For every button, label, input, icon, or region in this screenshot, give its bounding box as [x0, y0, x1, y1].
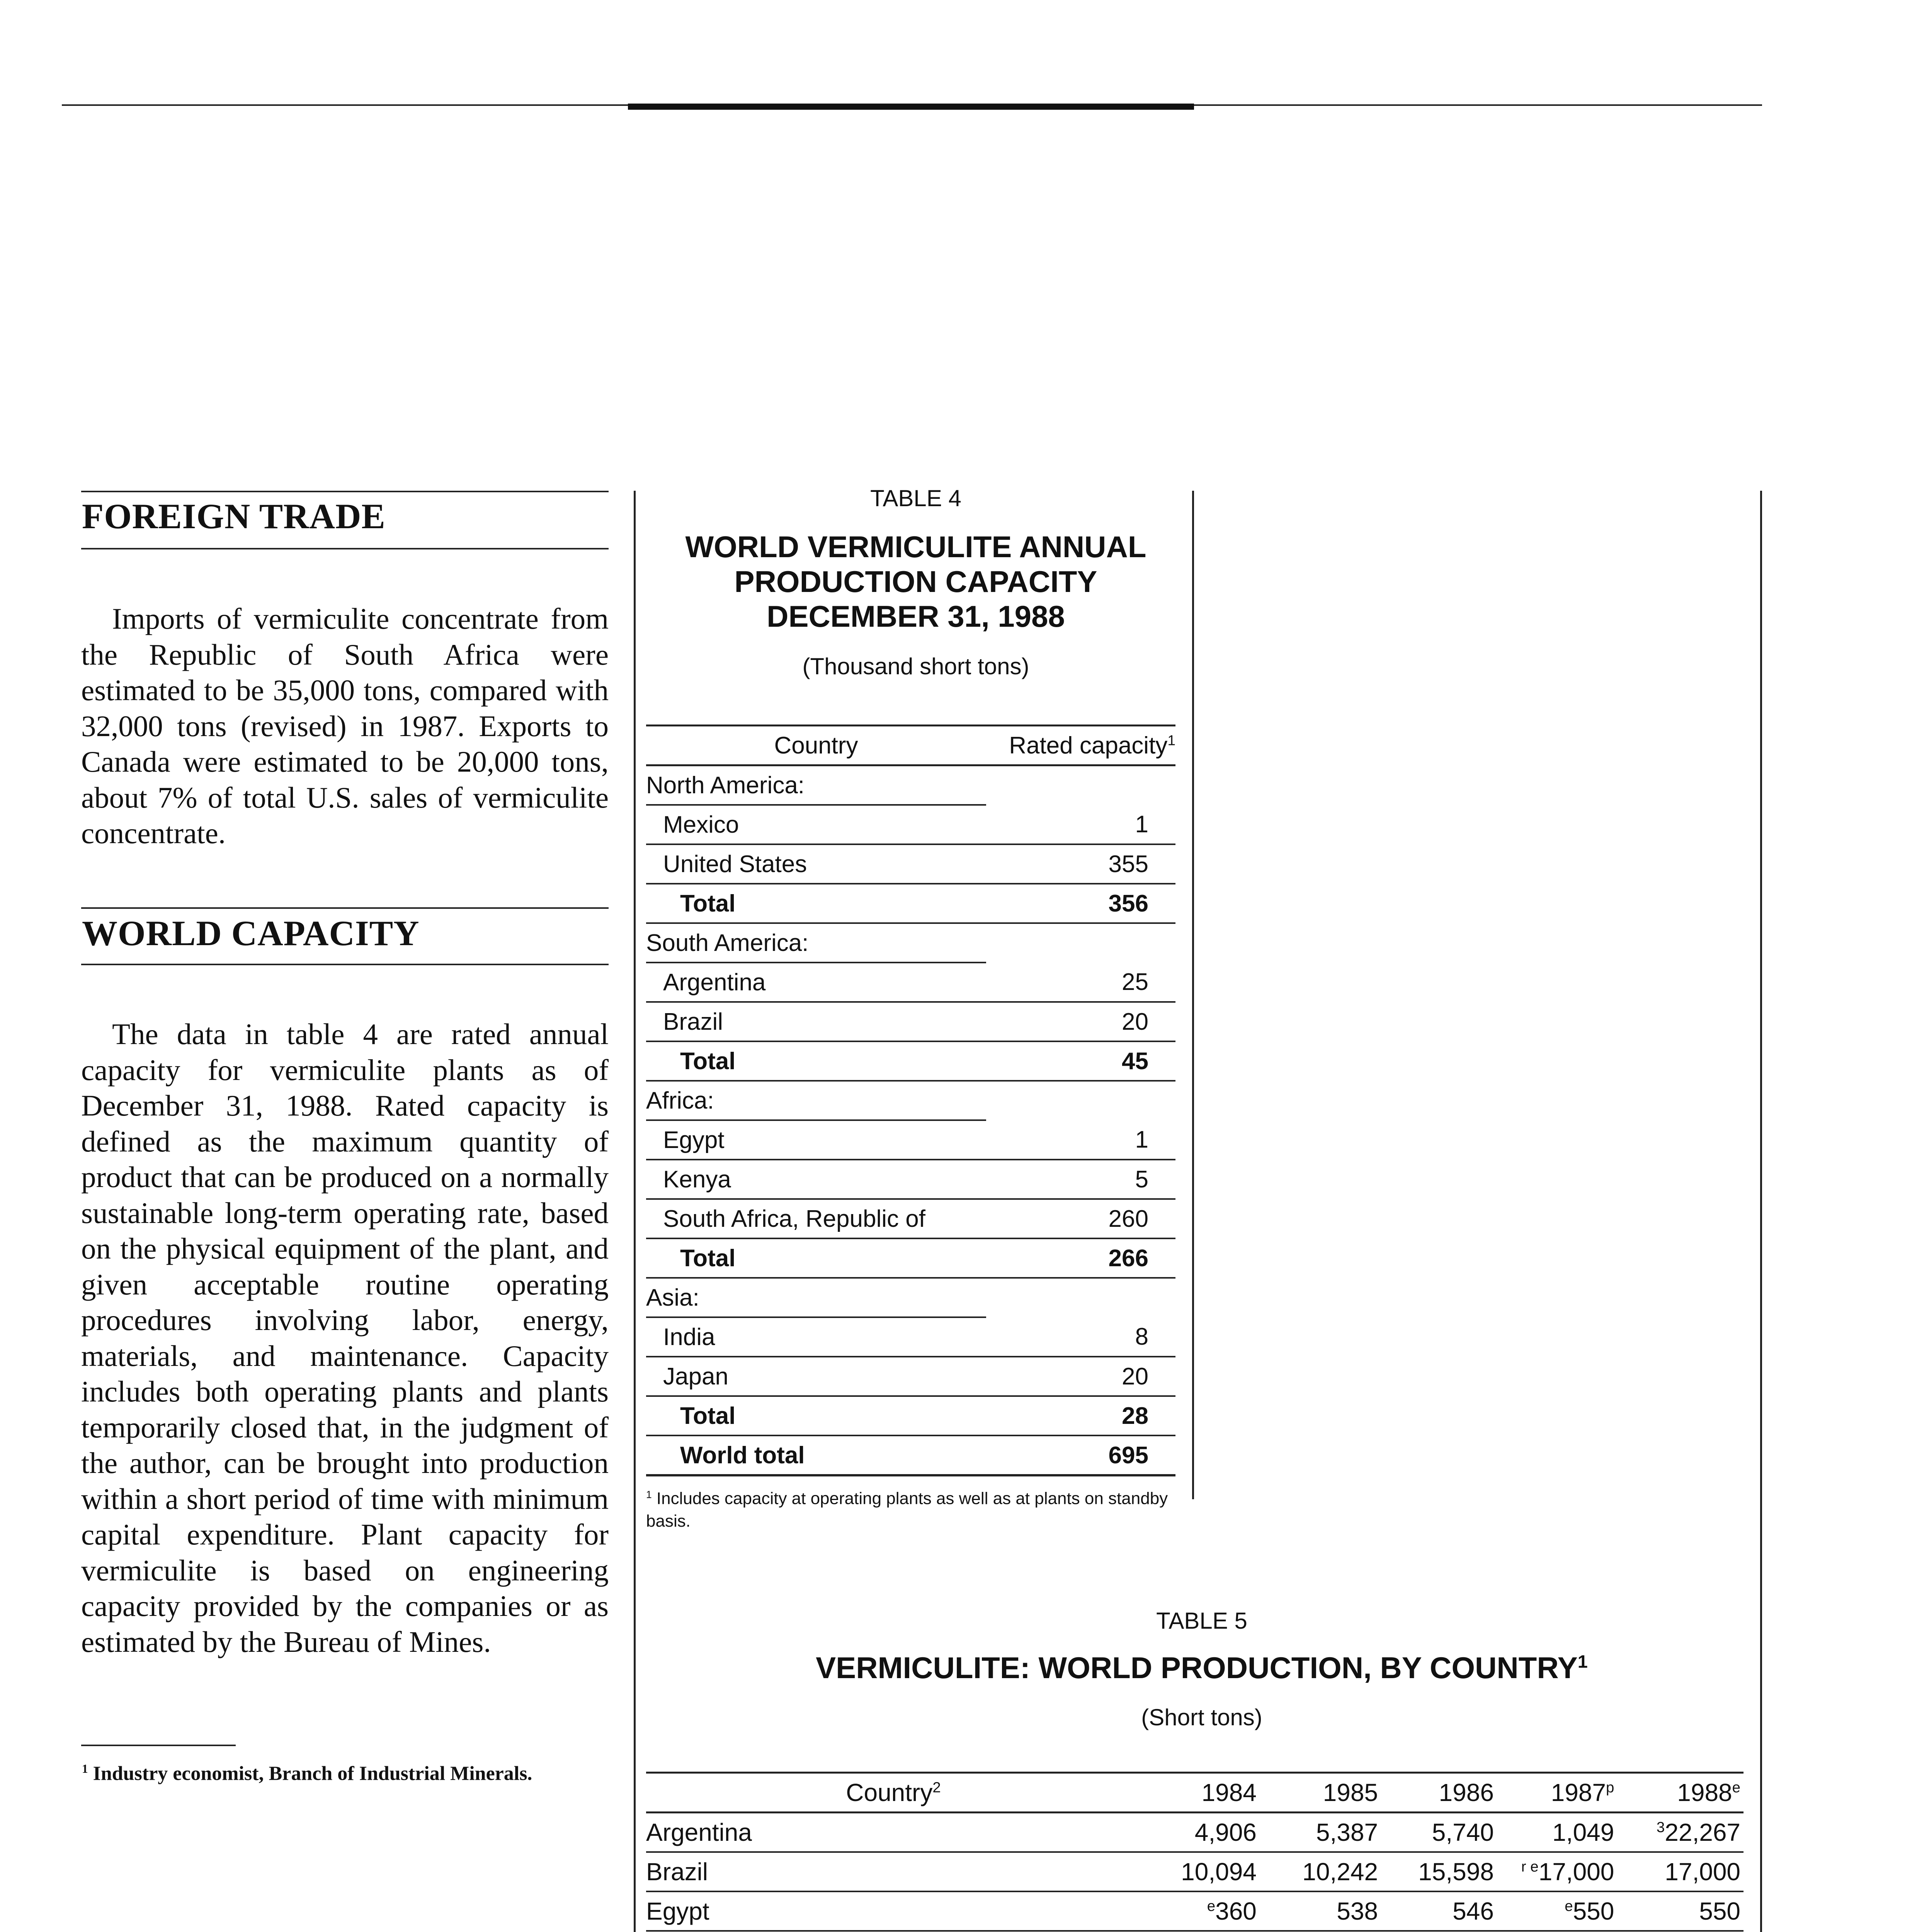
foreign-trade-top-rule — [81, 491, 609, 492]
table5-value-cell — [1497, 1852, 1617, 1891]
table4-row — [646, 1317, 1175, 1357]
table5-value: 10,094 — [1181, 1858, 1257, 1886]
world-capacity-heading: WORLD CAPACITY — [82, 913, 420, 953]
table5-country-cell — [646, 1852, 1144, 1891]
table5-value-cell — [1497, 1813, 1617, 1852]
table4-country-cell: Total — [680, 1402, 736, 1429]
table5-country-name: Argentina — [646, 1818, 752, 1846]
table4-value-cell: 1 — [1135, 811, 1148, 838]
table4-row — [646, 844, 1175, 884]
table4-country-cell: Total — [680, 890, 736, 917]
table5-value-mark: e — [1565, 1898, 1573, 1915]
table4-country-cell: Kenya — [663, 1166, 731, 1193]
table5-grid — [646, 1772, 1744, 1932]
table4-row — [646, 1396, 1175, 1435]
author-footnote-mark: 1 — [82, 1762, 88, 1776]
table5-value: 550 — [1699, 1897, 1740, 1925]
table4-country-cell: Brazil — [663, 1008, 723, 1035]
top-rule-heavy — [628, 104, 1194, 110]
table5-col-year-label: 1985 — [1323, 1779, 1378, 1806]
table5-value: 22,267 — [1665, 1818, 1740, 1846]
table5-label: TABLE 5 — [1156, 1608, 1247, 1634]
table4-country-cell: Total — [680, 1245, 736, 1272]
table5-country-cell — [646, 1891, 1144, 1931]
table4-row — [646, 963, 1175, 1002]
table4-row — [646, 1160, 1175, 1199]
page-right-rule — [1760, 491, 1762, 1932]
table5-col-year — [1260, 1773, 1381, 1813]
table4-footnote — [646, 1483, 1175, 1532]
table5-col-country-label: Country — [846, 1779, 933, 1806]
table5-value-cell — [1617, 1891, 1744, 1931]
table5-col-year-label: 1987 — [1551, 1779, 1606, 1806]
table5-col-year-label: 1986 — [1439, 1779, 1494, 1806]
table4-value-cell: 356 — [1108, 890, 1148, 917]
world-capacity-bottom-rule — [81, 964, 609, 965]
table5-col-year — [1144, 1773, 1260, 1813]
author-footnote-rule — [81, 1745, 236, 1746]
table5-value: 5,387 — [1316, 1818, 1378, 1846]
table4-country-cell: Argentina — [663, 969, 766, 996]
table5-value-cell — [1617, 1852, 1744, 1891]
table4-row — [646, 1199, 1175, 1238]
table4-row — [646, 1278, 1175, 1317]
table5-col-country-mark: 2 — [932, 1779, 941, 1796]
author-footnote — [82, 1762, 623, 1785]
table4-value-cell: 28 — [1122, 1402, 1148, 1429]
table5-value: 1,049 — [1552, 1818, 1614, 1846]
table5-value-cell — [1381, 1891, 1497, 1931]
table4-row — [646, 1435, 1175, 1475]
table5-value: 15,598 — [1418, 1858, 1494, 1886]
table5-row — [646, 1891, 1744, 1931]
table4-row — [646, 1041, 1175, 1081]
table5-value-cell — [1260, 1852, 1381, 1891]
table5-value-cell — [1381, 1852, 1497, 1891]
table5-value-cell — [1144, 1891, 1260, 1931]
table4-country-cell: South Africa, Republic of — [663, 1205, 925, 1232]
table4-value-cell: 20 — [1122, 1008, 1148, 1035]
table4-footnote-text: Includes capacity at operating plants as well as at plants on standby basis. — [646, 1489, 1168, 1531]
table5-col-country — [646, 1773, 1144, 1813]
table5-value: 546 — [1453, 1897, 1494, 1925]
table5-value-cell — [1260, 1813, 1381, 1852]
table5-value: 550 — [1573, 1897, 1614, 1925]
table5-country-name: Egypt — [646, 1897, 709, 1925]
table4-value-cell: 25 — [1122, 968, 1148, 995]
author-footnote-text: Industry economist, Branch of Industrial Minerals. — [93, 1762, 532, 1785]
table5 — [646, 1772, 1744, 1932]
table5-col-year-mark: p — [1606, 1779, 1614, 1796]
table4-value-cell — [986, 923, 1175, 963]
table4-value-cell: 45 — [1122, 1048, 1148, 1075]
table4-value-cell: 260 — [1108, 1205, 1148, 1232]
table4-row — [646, 765, 1175, 805]
table4-row — [646, 805, 1175, 844]
table4-country-cell: Asia: — [646, 1278, 986, 1317]
foreign-trade-heading: FOREIGN TRADE — [82, 497, 386, 536]
table5-value: 360 — [1215, 1897, 1257, 1925]
table4 — [646, 724, 1175, 1532]
table5-title-mark: 1 — [1577, 1651, 1588, 1672]
table4-country-cell: South America: — [646, 923, 986, 963]
table5-title-text: VERMICULITE: WORLD PRODUCTION, BY COUNTRY — [816, 1651, 1578, 1685]
table4-country-cell: Mexico — [663, 811, 739, 838]
table5-country-cell — [646, 1813, 1144, 1852]
table5-value-cell — [1144, 1813, 1260, 1852]
table4-country-cell: Egypt — [663, 1126, 725, 1153]
foreign-trade-body: Imports of vermiculite concentrate from the Republic of South Africa were estimated to be 35,000 tons, compared with 32,000 tons (revised) in 1987. Exports to Canada were estimated to be 20,000 tons, about 7% of total U.S. sales of vermiculite concentrate. — [81, 602, 609, 850]
table4-value-cell: 8 — [1135, 1323, 1148, 1350]
table4-title-line-1: WORLD VERMICULITE ANNUAL — [685, 530, 1146, 564]
table5-value-cell — [1260, 1891, 1381, 1931]
table4-country-cell: North America: — [646, 765, 986, 805]
table4-title — [645, 529, 1186, 634]
table4-header-row — [646, 726, 1175, 765]
table4-units: (Thousand short tons) — [802, 653, 1029, 679]
table4-col-country: Country — [774, 732, 858, 759]
table4-value-cell: 266 — [1108, 1245, 1148, 1272]
table5-value-cell — [1617, 1813, 1744, 1852]
table5-value-cell — [1144, 1852, 1260, 1891]
table5-value-mark: 3 — [1656, 1819, 1665, 1836]
table5-country-name: Brazil — [646, 1858, 708, 1886]
table5-col-year-label: 1984 — [1201, 1779, 1257, 1806]
table4-title-line-3: DECEMBER 31, 1988 — [767, 599, 1065, 633]
table5-units: (Short tons) — [1141, 1704, 1262, 1730]
table4-value-cell — [986, 1278, 1175, 1317]
table4-country-cell: Africa: — [646, 1081, 986, 1120]
table4-country-cell: Japan — [663, 1363, 728, 1390]
table4-row — [646, 923, 1175, 963]
table5-col-year-mark: e — [1732, 1779, 1740, 1796]
table5-col-year-label: 1988 — [1677, 1779, 1732, 1806]
table5-value-mark: e — [1207, 1898, 1216, 1915]
table4-country-cell: India — [663, 1323, 715, 1350]
table5-value-mark: r e — [1521, 1858, 1539, 1875]
foreign-trade-bottom-rule — [81, 548, 609, 549]
table4-value-cell — [986, 765, 1175, 805]
table4-footnote-mark: 1 — [646, 1489, 652, 1500]
table5-value: 17,000 — [1538, 1858, 1614, 1886]
table4-value-cell: 355 — [1108, 850, 1148, 878]
table4-value-cell: 695 — [1108, 1442, 1148, 1469]
table5-value: 10,242 — [1302, 1858, 1378, 1886]
column-divider-left — [634, 491, 636, 1932]
table4-label: TABLE 4 — [870, 485, 961, 511]
table5-title — [649, 1644, 1754, 1685]
table5-col-year — [1617, 1773, 1744, 1813]
table4-row — [646, 1238, 1175, 1278]
table4-country-cell: Total — [680, 1048, 736, 1075]
table4-row — [646, 1081, 1175, 1120]
table4-row — [646, 1120, 1175, 1160]
table5-row — [646, 1813, 1744, 1852]
table4-value-cell — [986, 1081, 1175, 1120]
table5-value: 4,906 — [1194, 1818, 1257, 1846]
world-capacity-top-rule — [81, 907, 609, 909]
table4-grid — [646, 724, 1175, 1476]
table4-country-cell: World total — [680, 1442, 805, 1469]
table4-title-line-2: PRODUCTION CAPACITY — [734, 565, 1097, 599]
table4-col-capacity: Rated capacity$^1$ — [1009, 731, 1175, 759]
table5-value: 538 — [1337, 1897, 1378, 1925]
table5-value: 17,000 — [1665, 1858, 1740, 1886]
table4-right-divider — [1192, 491, 1194, 1499]
table4-value-cell: 1 — [1135, 1126, 1148, 1153]
table5-value-cell — [1381, 1813, 1497, 1852]
table5-col-year — [1381, 1773, 1497, 1813]
table5-col-year — [1497, 1773, 1617, 1813]
table4-country-cell: United States — [663, 850, 807, 878]
table5-row — [646, 1852, 1744, 1891]
table4-row — [646, 1357, 1175, 1396]
table5-header-row — [646, 1773, 1744, 1813]
world-capacity-body: The data in table 4 are rated annual capacity for vermiculite plants as of December 31, 1988. Rated capacity is defined as the maximum quantity of product that can be produced on a normally sustainable long-term operating rate, based on the physical equipment of the plant, and given acceptable routine operating procedures involving labor, energy, materials, and maintenance. Capacity includes both operating plants and plants temporarily closed that, in the judgment of the author, can be brought into production within a short period of time with minimum capital expenditure. Plant capacity for vermiculite is based on engineering capacity provided by the companies or as estimated by the Bureau of Mines. — [81, 1017, 609, 1658]
table4-row — [646, 1002, 1175, 1041]
table4-value-cell: 20 — [1122, 1363, 1148, 1390]
table5-value: 5,740 — [1432, 1818, 1494, 1846]
table5-value-cell — [1497, 1891, 1617, 1931]
table4-value-cell: 5 — [1135, 1166, 1148, 1193]
table4-row — [646, 884, 1175, 923]
